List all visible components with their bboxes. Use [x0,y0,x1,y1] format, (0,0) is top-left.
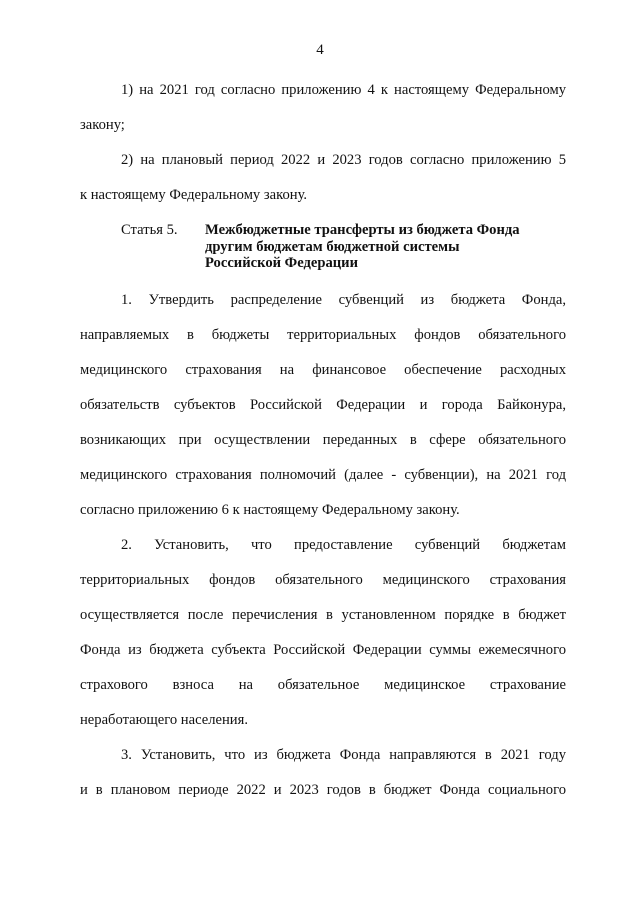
text-line: медицинского страхования на финансовое обеспечение расходных [80,362,566,378]
page-number: 4 [316,42,324,58]
text-line: закону; [80,117,125,133]
text-line: 1) на 2021 год согласно приложению 4 к настоящему Федеральному [121,82,566,98]
text-line: 1. Утвердить распределение субвенций из бюджета Фонда, [121,292,566,308]
article-label: Статья 5. [121,222,178,238]
text-line: и в плановом периоде 2022 и 2023 годов в бюджет Фонда социального [80,782,566,798]
text-line: территориальных фондов обязательного медицинского страхования [80,572,566,588]
text-line: неработающего населения. [80,712,248,728]
article-title-line: другим бюджетам бюджетной системы [205,238,460,255]
text-line: согласно приложению 6 к настоящему Федеральному закону. [80,502,460,518]
text-line: осуществляется после перечисления в установленном порядке в бюджет [80,607,566,623]
text-line: медицинского страхования полномочий (далее - субвенции), на 2021 год [80,467,566,483]
text-line: направляемых в бюджеты территориальных фондов обязательного [80,327,566,343]
text-line: 3. Установить, что из бюджета Фонда направляются в 2021 году [121,747,566,763]
text-line: 2. Установить, что предоставление субвенций бюджетам [121,537,566,553]
text-line: 2) на плановый период 2022 и 2023 годов согласно приложению 5 [121,152,566,168]
text-line: возникающих при осуществлении переданных в сфере обязательного [80,432,566,448]
text-line: Фонда из бюджета субъекта Российской Федерации суммы ежемесячного [80,642,566,658]
text-line: обязательств субъектов Российской Федерации и города Байконура, [80,397,566,413]
article-title [205,222,520,272]
text-line: к настоящему Федеральному закону. [80,187,308,203]
text-line: страхового взноса на обязательное медицинское страхование [80,677,566,693]
article-title-line: Российской Федерации [205,255,358,271]
article-title-line: Межбюджетные трансферты из бюджета Фонда [205,222,520,238]
